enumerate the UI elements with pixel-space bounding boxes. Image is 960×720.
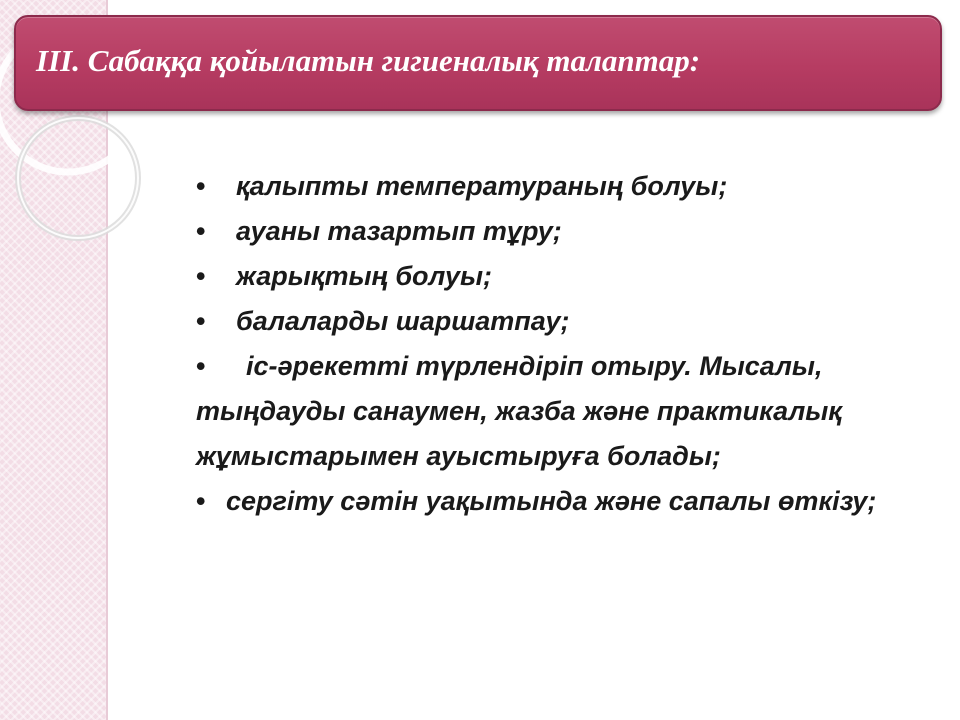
list-item (196, 164, 936, 209)
bullet-icon: • (196, 306, 206, 336)
list-item (196, 479, 936, 524)
list-item-text: сергіту сәтін уақытында және сапалы өткізу; (226, 486, 877, 516)
list-item (196, 209, 936, 254)
list-item-text: қалыпты температураның болуы; (236, 171, 728, 201)
bullet-icon: • (196, 171, 206, 201)
slide-title: III. Сабаққа қойылатын гигиеналық талаптар: (36, 43, 701, 78)
bullet-icon: • (196, 261, 206, 291)
list-item (196, 299, 936, 344)
list-item (196, 254, 936, 299)
list-item-text: жарықтың болуы; (236, 261, 493, 291)
title-bar (14, 15, 942, 111)
bullet-list (196, 164, 936, 524)
list-item-text: іс-әрекетті түрлендіріп отыру. Мысалы, тыңдауды санаумен, жазба және практикалық жұмыстарымен ауыстыруға болады; (196, 351, 842, 471)
bullet-icon: • (196, 351, 206, 381)
bullet-icon: • (196, 216, 206, 246)
bullet-icon: • (196, 486, 206, 516)
list-item-text: ауаны тазартып тұру; (236, 216, 562, 246)
list-item-text: балаларды шаршатпау; (236, 306, 570, 336)
list-item (196, 344, 936, 479)
